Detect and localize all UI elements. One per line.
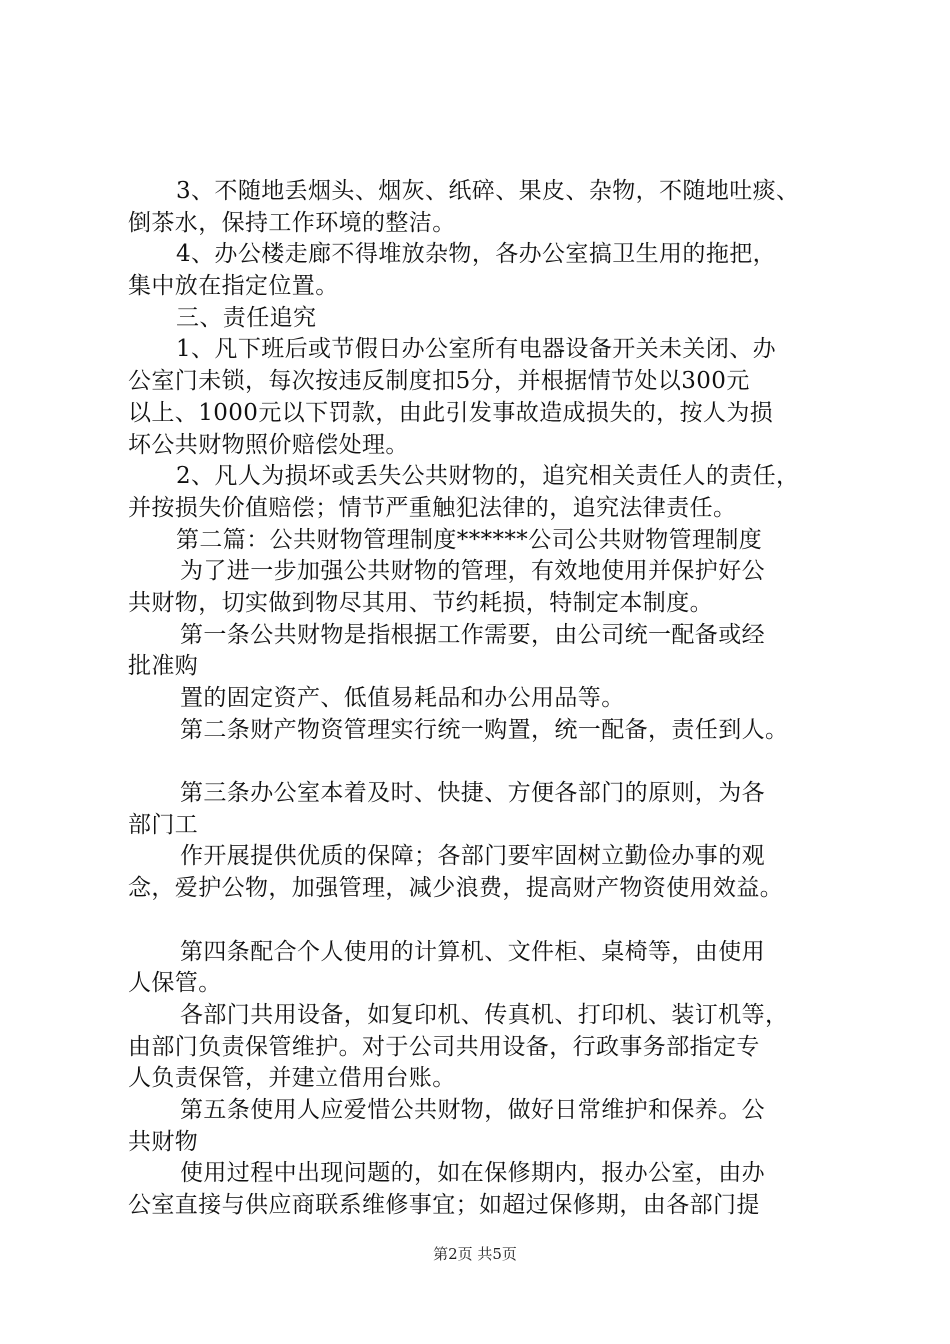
paragraph-line: 部门工 xyxy=(128,811,199,838)
paragraph-line: 1、凡下班后或节假日办公室所有电器设备开关未关闭、办 xyxy=(176,336,777,363)
paragraph-line: 第五条使用人应爱惜公共财物，做好日常维护和保养。公 xyxy=(180,1096,765,1123)
paragraph-line: 坏公共财物照价赔偿处理。 xyxy=(128,431,409,458)
paragraph-line: 第三条办公室本着及时、快捷、方便各部门的原则，为各 xyxy=(180,780,765,807)
paragraph-line: 3、不随地丢烟头、烟灰、纸碎、果皮、杂物，不随地吐痰、 xyxy=(176,178,800,204)
paragraph-line: 批准购 xyxy=(128,653,199,680)
blank-line xyxy=(128,746,848,778)
paragraph-line: 第一条公共财物是指根据工作需要，由公司统一配备或经 xyxy=(180,621,765,648)
paragraph-line: 第二条财产物资管理实行统一购置，统一配备，责任到人。 xyxy=(180,716,789,743)
paragraph-line: 共财物 xyxy=(128,1128,199,1155)
section-heading: 三、责任追究 xyxy=(176,304,317,331)
paragraph-line: 公室直接与供应商联系维修事宜；如超过保修期，由各部门提 xyxy=(128,1192,760,1218)
chapter-heading: 第二篇：公共财物管理制度******公司公共财物管理制度 xyxy=(176,526,763,553)
document-body xyxy=(128,176,848,1222)
paragraph-line: 各部门共用设备，如复印机、传真机、打印机、装订机等， xyxy=(180,1001,789,1028)
paragraph-line: 第四条配合个人使用的计算机、文件柜、桌椅等，由使用 xyxy=(180,938,765,965)
paragraph-line: 集中放在指定位置。 xyxy=(128,273,339,300)
page-number-footer: 第2页 共5页 xyxy=(433,1245,517,1263)
paragraph-line: 倒茶水，保持工作环境的整洁。 xyxy=(128,209,456,236)
paragraph-line: 以上、1000元以下罚款，由此引发事故造成损失的，按人为损 xyxy=(128,399,774,426)
paragraph-line: 置的固定资产、低值易耗品和办公用品等。 xyxy=(180,685,625,711)
paragraph-line: 使用过程中出现问题的，如在保修期内，报办公室，由办 xyxy=(180,1160,765,1187)
paragraph-line: 作开展提供优质的保障；各部门要牢固树立勤俭办事的观 xyxy=(180,843,765,870)
paragraph-line: 共财物，切实做到物尽其用、节约耗损，特制定本制度。 xyxy=(128,589,713,616)
paragraph-line: 由部门负责保管维护。对于公司共用设备，行政事务部指定专 xyxy=(128,1033,760,1060)
blank-line xyxy=(128,905,848,937)
paragraph-line: 为了进一步加强公共财物的管理，有效地使用并保护好公 xyxy=(180,558,765,585)
paragraph-line: 2、凡人为损坏或丢失公共财物的，追究相关责任人的责任， xyxy=(176,463,800,490)
paragraph-line: 4、办公楼走廊不得堆放杂物，各办公室搞卫生用的拖把， xyxy=(176,241,777,268)
paragraph-line: 人负责保管，并建立借用台账。 xyxy=(128,1065,456,1092)
paragraph-line: 念，爱护公物，加强管理，减少浪费，提高财产物资使用效益。 xyxy=(128,875,784,902)
paragraph-line: 人保管。 xyxy=(128,970,222,997)
paragraph-line: 公室门未锁，每次按违反制度扣5分，并根据情节处以300元 xyxy=(128,368,750,395)
paragraph-line: 并按损失价值赔偿；情节严重触犯法律的，追究法律责任。 xyxy=(128,494,737,521)
